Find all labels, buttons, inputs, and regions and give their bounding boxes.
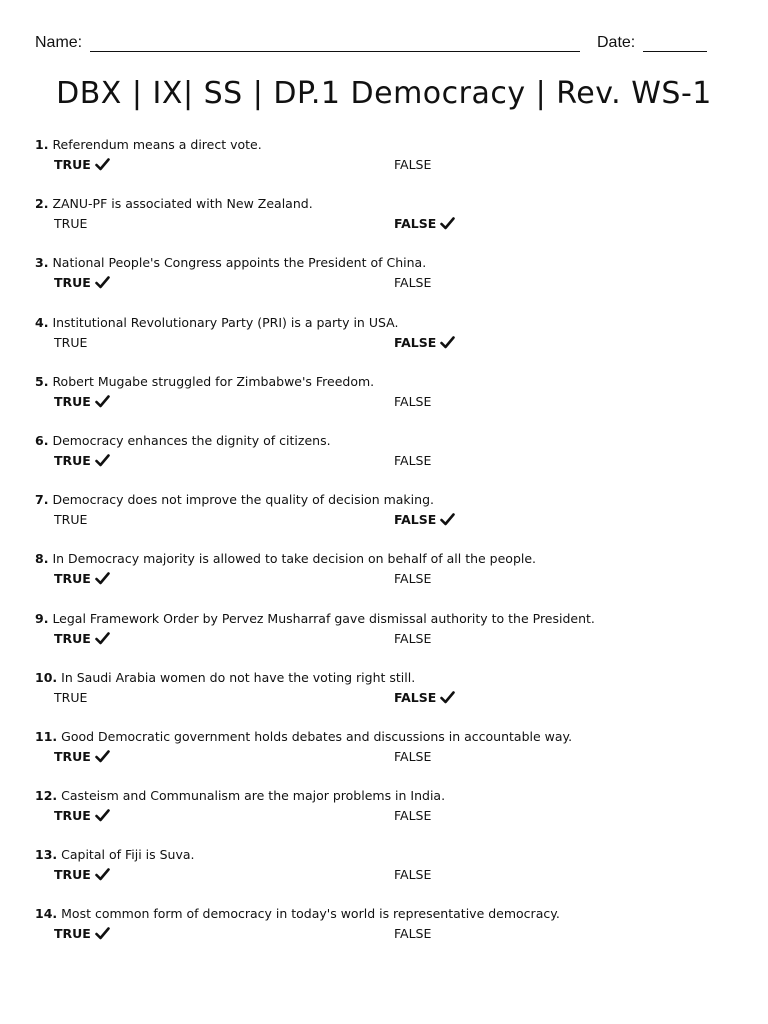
question-text xyxy=(35,906,560,921)
question-statement: Democracy does not improve the quality of decision making. xyxy=(52,492,434,508)
date-blank-line[interactable] xyxy=(643,51,707,52)
option-false-label: FALSE xyxy=(394,571,432,587)
question-text xyxy=(35,670,415,685)
checkmark-icon xyxy=(95,158,110,171)
option-true[interactable] xyxy=(54,571,110,586)
question-text xyxy=(35,611,595,626)
question-text xyxy=(35,788,445,803)
question-text xyxy=(35,255,426,270)
question-item xyxy=(35,135,735,194)
name-label: Name: xyxy=(35,34,83,51)
option-false[interactable] xyxy=(394,275,431,290)
option-true-label: TRUE xyxy=(54,157,91,172)
question-number: 13. xyxy=(35,847,58,863)
option-true-label: TRUE xyxy=(54,216,88,232)
checkmark-icon xyxy=(440,513,455,526)
checkmark-icon xyxy=(95,809,110,822)
question-item xyxy=(35,313,735,372)
question-text xyxy=(35,196,313,211)
option-false-label: FALSE xyxy=(394,926,432,942)
question-item xyxy=(35,668,735,727)
question-statement: In Saudi Arabia women do not have the voting right still. xyxy=(61,669,416,685)
worksheet-title: DBX | IX| SS | DP.1 Democracy | Rev. WS-1 xyxy=(56,76,712,111)
option-false[interactable] xyxy=(394,394,431,409)
question-statement: National People's Congress appoints the President of China. xyxy=(52,255,427,271)
question-statement: ZANU-PF is associated with New Zealand. xyxy=(52,196,313,212)
option-true[interactable] xyxy=(54,275,110,290)
option-true[interactable] xyxy=(54,867,110,882)
option-false-label: FALSE xyxy=(394,334,437,350)
question-item xyxy=(35,904,735,963)
question-number: 12. xyxy=(35,788,58,804)
question-item xyxy=(35,253,735,312)
checkmark-icon xyxy=(95,395,110,408)
option-true[interactable] xyxy=(54,216,87,231)
option-true-label: TRUE xyxy=(54,926,91,942)
checkmark-icon xyxy=(95,276,110,289)
question-text xyxy=(35,137,262,152)
option-true[interactable] xyxy=(54,690,87,705)
option-false[interactable] xyxy=(394,690,455,705)
question-number: 10. xyxy=(35,669,58,685)
question-number: 6. xyxy=(35,432,49,448)
question-statement: Capital of Fiji is Suva. xyxy=(61,847,195,863)
checkmark-icon xyxy=(440,336,455,349)
checkmark-icon xyxy=(95,572,110,585)
option-false[interactable] xyxy=(394,453,431,468)
question-item xyxy=(35,786,735,845)
question-text xyxy=(35,492,434,507)
question-number: 4. xyxy=(35,314,49,330)
option-false-label: FALSE xyxy=(394,512,437,528)
question-number: 1. xyxy=(35,137,49,152)
option-true[interactable] xyxy=(54,631,110,646)
checkmark-icon xyxy=(440,217,455,230)
question-number: 14. xyxy=(35,906,58,922)
question-text xyxy=(35,433,331,448)
option-false-label: FALSE xyxy=(394,689,437,705)
option-false-label: FALSE xyxy=(394,452,432,468)
option-true[interactable] xyxy=(54,808,110,823)
option-false-label: FALSE xyxy=(394,393,432,409)
option-true[interactable] xyxy=(54,335,87,350)
question-list xyxy=(35,135,735,964)
option-true[interactable] xyxy=(54,453,110,468)
checkmark-icon xyxy=(95,632,110,645)
option-true-label: TRUE xyxy=(54,393,91,409)
option-true[interactable] xyxy=(54,394,110,409)
option-false-label: FALSE xyxy=(394,216,437,232)
option-true[interactable] xyxy=(54,926,110,941)
name-blank-line[interactable] xyxy=(90,51,580,52)
question-number: 7. xyxy=(35,492,49,508)
option-false[interactable] xyxy=(394,571,431,586)
question-text xyxy=(35,847,194,862)
option-false[interactable] xyxy=(394,512,455,527)
question-number: 2. xyxy=(35,196,49,212)
option-false[interactable] xyxy=(394,749,431,764)
question-number: 11. xyxy=(35,728,58,744)
checkmark-icon xyxy=(95,750,110,763)
question-item xyxy=(35,609,735,668)
option-false[interactable] xyxy=(394,216,455,231)
option-true[interactable] xyxy=(54,157,110,172)
option-true-label: TRUE xyxy=(54,808,91,824)
question-statement: Legal Framework Order by Pervez Musharraf gave dismissal authority to the President. xyxy=(52,610,595,626)
question-item xyxy=(35,431,735,490)
question-text xyxy=(35,315,398,330)
option-false[interactable] xyxy=(394,808,431,823)
checkmark-icon xyxy=(95,868,110,881)
option-false-label: FALSE xyxy=(394,630,432,646)
question-text xyxy=(35,551,536,566)
question-item xyxy=(35,372,735,431)
question-item xyxy=(35,549,735,608)
option-true-label: TRUE xyxy=(54,571,91,587)
question-item xyxy=(35,727,735,786)
option-true-label: TRUE xyxy=(54,452,91,468)
option-true-label: TRUE xyxy=(54,512,88,528)
option-false-label: FALSE xyxy=(394,867,432,883)
worksheet-header xyxy=(35,34,710,56)
checkmark-icon xyxy=(95,454,110,467)
question-text xyxy=(35,374,374,389)
option-false[interactable] xyxy=(394,335,455,350)
option-false[interactable] xyxy=(394,867,431,882)
question-statement: In Democracy majority is allowed to take decision on behalf of all the people. xyxy=(52,551,537,567)
option-false[interactable] xyxy=(394,157,431,172)
option-false[interactable] xyxy=(394,631,431,646)
option-true-label: TRUE xyxy=(54,630,91,646)
option-false-label: FALSE xyxy=(394,748,432,764)
option-false-label: FALSE xyxy=(394,275,432,291)
date-label: Date: xyxy=(597,34,636,51)
question-statement: Institutional Revolutionary Party (PRI) is a party in USA. xyxy=(52,314,399,330)
question-number: 5. xyxy=(35,373,49,389)
question-text xyxy=(35,729,572,744)
option-true-label: TRUE xyxy=(54,748,91,764)
question-item xyxy=(35,194,735,253)
question-number: 3. xyxy=(35,255,49,271)
option-true-label: TRUE xyxy=(54,275,91,291)
question-statement: Referendum means a direct vote. xyxy=(52,137,262,152)
option-true-label: TRUE xyxy=(54,334,88,350)
option-true[interactable] xyxy=(54,749,110,764)
question-statement: Robert Mugabe struggled for Zimbabwe's Freedom. xyxy=(52,373,375,389)
question-number: 9. xyxy=(35,610,49,626)
question-statement: Casteism and Communalism are the major problems in India. xyxy=(61,788,446,804)
option-true-label: TRUE xyxy=(54,867,91,883)
checkmark-icon xyxy=(95,927,110,940)
question-statement: Most common form of democracy in today's world is representative democracy. xyxy=(61,906,560,922)
option-false-label: FALSE xyxy=(394,157,432,172)
question-number: 8. xyxy=(35,551,49,567)
question-item xyxy=(35,490,735,549)
option-false-label: FALSE xyxy=(394,808,432,824)
option-true-label: TRUE xyxy=(54,689,88,705)
option-true[interactable] xyxy=(54,512,87,527)
question-item xyxy=(35,845,735,904)
option-false[interactable] xyxy=(394,926,431,941)
checkmark-icon xyxy=(440,691,455,704)
question-statement: Democracy enhances the dignity of citizens. xyxy=(52,432,331,448)
question-statement: Good Democratic government holds debates and discussions in accountable way. xyxy=(61,728,573,744)
